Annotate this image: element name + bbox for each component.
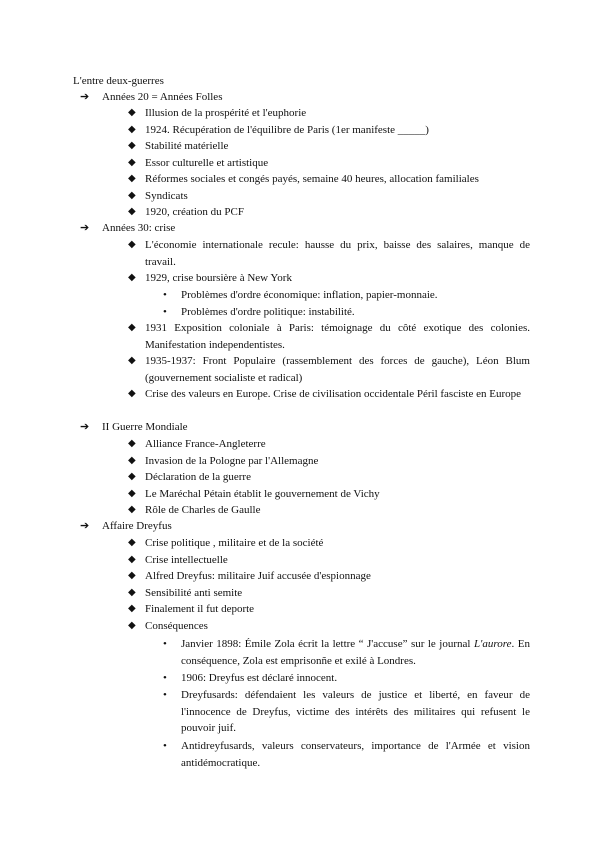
diamond-bullet-icon: ◆ — [128, 487, 136, 499]
list-item: ◆ 1920, création du PCF — [128, 204, 530, 221]
list-item: ◆ Invasion de la Pologne par l'Allemagne — [128, 453, 530, 470]
arrow-icon: ➔ — [80, 520, 90, 532]
list-item: ◆ Alliance France-Angleterre — [128, 436, 530, 453]
list-item: ◆ Sensibilité anti semite — [128, 585, 530, 602]
list-item: ◆ Conséquences — [128, 618, 530, 635]
diamond-bullet-icon: ◆ — [128, 173, 136, 184]
list-item: ◆ Finalement il fut deporte — [128, 601, 530, 618]
sub-list-item: • Antidreyfusards, valeurs conservateurs, importance de l'Armée et vision antidémocratique. — [163, 740, 530, 769]
diamond-bullet-icon: ◆ — [128, 140, 136, 151]
list-item: ◆ Stabilité matérielle — [128, 138, 530, 155]
diamond-bullet-icon: ◆ — [128, 603, 136, 614]
list-item: ◆ Syndicats — [128, 188, 530, 205]
section-heading: ➔ Affaire Dreyfus — [80, 520, 172, 532]
list-item: ◆ L'économie internationale recule: hausse du prix, baisse des salaires, manque de travail. — [128, 239, 530, 268]
list-item: ◆ Essor culturelle et artistique — [128, 155, 530, 172]
sub-list-item: • 1906: Dreyfus est déclaré innocent. — [163, 670, 530, 687]
list-item: ◆ Le Maréchal Pétain établit le gouvernement de Vichy — [128, 486, 530, 503]
list-item: ◆ Rôle de Charles de Gaulle — [128, 502, 530, 519]
dot-bullet-icon: • — [163, 305, 167, 318]
dot-bullet-icon: • — [163, 289, 167, 301]
section-heading: ➔ Années 30: crise — [80, 222, 176, 234]
arrow-icon: ➔ — [80, 91, 90, 103]
diamond-bullet-icon: ◆ — [128, 537, 136, 548]
diamond-bullet-icon: ◆ — [128, 239, 136, 250]
document-title: L'entre deux-guerres — [73, 75, 164, 87]
diamond-bullet-icon: ◆ — [128, 107, 136, 118]
list-item: ◆ 1924. Récupération de l'équilibre de Paris (1er manifeste _____) — [128, 122, 530, 139]
dot-bullet-icon: • — [163, 638, 167, 650]
diamond-bullet-icon: ◆ — [128, 504, 136, 515]
list-item: ◆ Crise politique , militaire et de la société — [128, 535, 530, 552]
diamond-bullet-icon: ◆ — [128, 454, 136, 466]
sub-list-item: • Problèmes d'ordre économique: inflation, papier-monnaie. — [163, 287, 530, 304]
list-item: ◆ 1931 Exposition coloniale à Paris: témoignage du côté exotique des colonies. Manifestation independentistes. — [128, 322, 530, 351]
list-item: ◆ Déclaration de la guerre — [128, 469, 530, 486]
dot-bullet-icon: • — [163, 672, 167, 684]
diamond-bullet-icon: ◆ — [128, 438, 136, 449]
list-item: ◆ Crise intellectuelle — [128, 552, 530, 569]
diamond-bullet-icon: ◆ — [128, 388, 136, 399]
list-item: ◆ 1929, crise boursière à New York — [128, 270, 530, 287]
diamond-bullet-icon: ◆ — [128, 619, 136, 631]
list-item: ◆ Illusion de la prospérité et l'euphorie — [128, 105, 530, 122]
diamond-bullet-icon: ◆ — [128, 206, 136, 217]
dot-bullet-icon: • — [163, 740, 167, 752]
diamond-bullet-icon: ◆ — [128, 156, 136, 168]
diamond-bullet-icon: ◆ — [128, 586, 136, 598]
dot-bullet-icon: • — [163, 689, 167, 701]
sub-list-item: • Janvier 1898: Émile Zola écrit la lettre “ J'accuse” sur le journal L'aurore. En conséquence, Zola est emprisonñe et exilé à Londres. — [163, 638, 530, 667]
section-heading: ➔ Années 20 = Années Folles — [80, 91, 223, 103]
diamond-bullet-icon: ◆ — [128, 570, 136, 581]
diamond-bullet-icon: ◆ — [128, 553, 136, 565]
diamond-bullet-icon: ◆ — [128, 189, 136, 201]
arrow-icon: ➔ — [80, 421, 90, 433]
list-item: ◆ Crise des valeurs en Europe. Crise de civilisation occidentale Péril fasciste en Europe — [128, 386, 530, 403]
list-item: ◆ Réformes sociales et congés payés, semaine 40 heures, allocation familiales — [128, 171, 530, 188]
diamond-bullet-icon: ◆ — [128, 355, 136, 366]
arrow-icon: ➔ — [80, 222, 90, 234]
sub-list-item: • Dreyfusards: défendaient les valeurs de justice et liberté, en faveur de l'innocence de Dreyfus, victime des intérêts des militaires qui refusent le pouvoir juif. — [163, 689, 530, 734]
list-item: ◆ 1935-1937: Front Populaire (rassemblement des forces de gauche), Léon Blum (gouvernement socialiste et radical) — [128, 355, 530, 384]
section-heading: ➔ II Guerre Mondiale — [80, 421, 188, 433]
diamond-bullet-icon: ◆ — [128, 471, 136, 482]
diamond-bullet-icon: ◆ — [128, 272, 136, 283]
diamond-bullet-icon: ◆ — [128, 123, 136, 135]
sub-list-item: • Problèmes d'ordre politique: instabilité. — [163, 304, 530, 321]
diamond-bullet-icon: ◆ — [128, 322, 136, 333]
list-item: ◆ Alfred Dreyfus: militaire Juif accusée d'espionnage — [128, 568, 530, 585]
